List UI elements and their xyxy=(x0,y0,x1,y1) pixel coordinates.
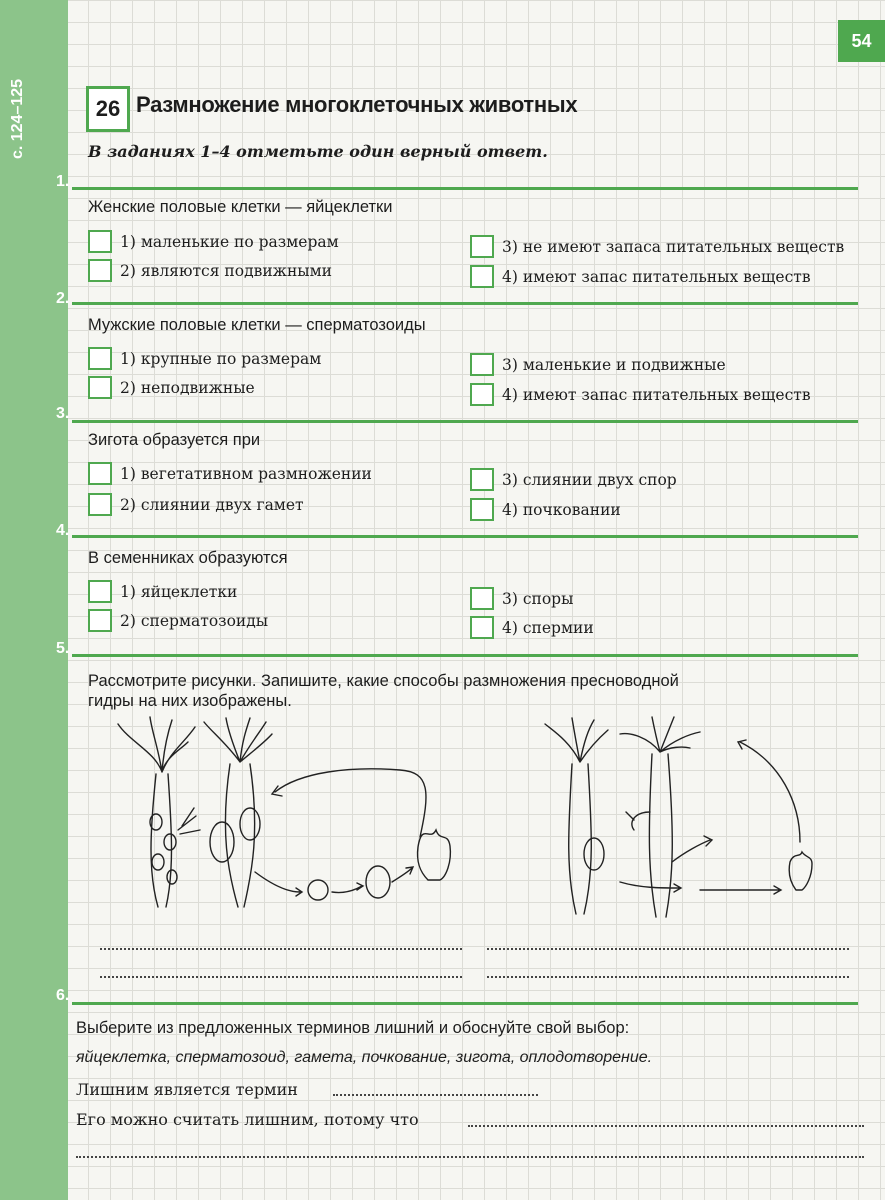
question-3-number: 3. xyxy=(56,405,70,422)
checkbox[interactable] xyxy=(470,353,494,376)
question-1-text: Женские половые клетки — яйцеклетки xyxy=(88,198,393,216)
answer-label-2: Его можно считать лишним, потому что xyxy=(76,1110,419,1129)
q1-option-1[interactable]: 1) маленькие по размерам xyxy=(88,230,339,253)
question-1-number: 1. xyxy=(56,173,70,190)
page-number: 54 xyxy=(838,20,885,62)
checkbox[interactable] xyxy=(88,580,112,603)
q3-option-1[interactable]: 1) вегетативном размножении xyxy=(88,462,372,485)
hydra-with-egg-icon xyxy=(204,718,272,907)
answer-line[interactable] xyxy=(333,1094,538,1096)
checkbox[interactable] xyxy=(470,265,494,288)
question-5-text-line1: Рассмотрите рисунки. Запишите, какие способы размножения пресноводной xyxy=(88,672,679,690)
question-2-text: Мужские половые клетки — сперматозоиды xyxy=(88,316,426,334)
q4-option-2[interactable]: 2) сперматозоиды xyxy=(88,609,268,632)
q2-option-2[interactable]: 2) неподвижные xyxy=(88,376,255,399)
checkbox[interactable] xyxy=(88,493,112,516)
checkbox[interactable] xyxy=(88,462,112,485)
lesson-number: 26 xyxy=(86,86,130,132)
checkbox[interactable] xyxy=(88,376,112,399)
hydra-reproduction-illustration xyxy=(100,712,840,932)
q1-option-4[interactable]: 4) имеют запас питательных веществ xyxy=(470,265,811,288)
checkbox[interactable] xyxy=(88,609,112,632)
checkbox[interactable] xyxy=(88,347,112,370)
checkbox[interactable] xyxy=(470,235,494,258)
question-3-text: Зигота образуется при xyxy=(88,431,261,449)
divider xyxy=(72,302,858,305)
checkbox[interactable] xyxy=(470,498,494,521)
divider xyxy=(72,535,858,538)
instruction: В заданиях 1–4 отметьте один верный ответ. xyxy=(88,142,548,161)
divider xyxy=(72,1002,858,1005)
question-5-text-line2: гидры на них изображены. xyxy=(88,692,292,710)
q3-option-2[interactable]: 2) слиянии двух гамет xyxy=(88,493,304,516)
question-6-number: 6. xyxy=(56,987,70,1004)
answer-line[interactable] xyxy=(468,1125,864,1127)
divider xyxy=(72,187,858,190)
answer-label-1: Лишним является термин xyxy=(76,1080,298,1099)
checkbox[interactable] xyxy=(470,468,494,491)
question-4-text: В семенниках образуются xyxy=(88,549,288,567)
q4-option-1[interactable]: 1) яйцеклетки xyxy=(88,580,237,603)
divider xyxy=(72,654,858,657)
question-6-text: Выберите из предложенных терминов лишний и обоснуйте свой выбор: xyxy=(76,1019,630,1037)
checkbox[interactable] xyxy=(88,259,112,282)
answer-line[interactable] xyxy=(100,976,462,978)
q3-option-4[interactable]: 4) почковании xyxy=(470,498,621,521)
q1-option-2[interactable]: 2) являются подвижными xyxy=(88,259,332,282)
question-4-number: 4. xyxy=(56,522,70,539)
question-6-terms: яйцеклетка, сперматозоид, гамета, почкование, зигота, оплодотворение. xyxy=(76,1049,653,1066)
hydra-with-gonads-icon xyxy=(118,717,200,907)
q4-option-4[interactable]: 4) спермии xyxy=(470,616,594,639)
answer-line[interactable] xyxy=(100,948,462,950)
answer-line[interactable] xyxy=(487,976,849,978)
checkbox[interactable] xyxy=(88,230,112,253)
q2-option-4[interactable]: 4) имеют запас питательных веществ xyxy=(470,383,811,406)
q2-option-1[interactable]: 1) крупные по размерам xyxy=(88,347,321,370)
question-5-number: 5. xyxy=(56,640,70,657)
answer-line[interactable] xyxy=(76,1156,864,1158)
checkbox[interactable] xyxy=(470,616,494,639)
question-2-number: 2. xyxy=(56,290,70,307)
page-title: Размножение многоклеточных животных xyxy=(136,92,578,117)
hydra-with-buds-icon xyxy=(620,717,712,917)
page-reference: с. 124–125 xyxy=(9,78,27,160)
checkbox[interactable] xyxy=(470,587,494,610)
divider xyxy=(72,420,858,423)
answer-line[interactable] xyxy=(487,948,849,950)
q3-option-3[interactable]: 3) слиянии двух спор xyxy=(470,468,677,491)
hydra-budding-icon xyxy=(545,718,608,914)
q4-option-3[interactable]: 3) споры xyxy=(470,587,573,610)
checkbox[interactable] xyxy=(470,383,494,406)
q1-option-3[interactable]: 3) не имеют запаса питательных веществ xyxy=(470,235,844,258)
q2-option-3[interactable]: 3) маленькие и подвижные xyxy=(470,353,726,376)
